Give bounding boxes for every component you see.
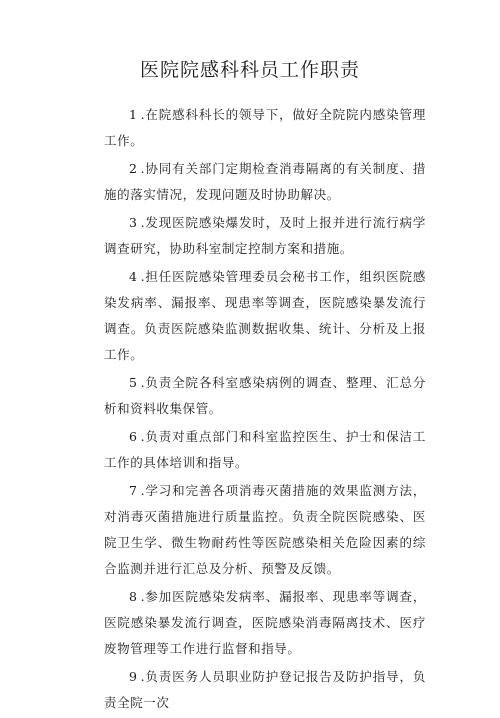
item-number: 8 (129, 589, 138, 604)
duty-item-7 (104, 478, 426, 582)
duty-item-4 (104, 264, 426, 368)
item-number: 7 (129, 483, 138, 498)
duty-item-2 (104, 156, 426, 208)
item-number: 1 (129, 107, 138, 122)
duty-item-8 (104, 584, 426, 662)
item-number: 4 (129, 269, 138, 284)
duty-item-1 (104, 102, 426, 154)
item-text: .发现医院感染爆发时，及时上报并进行流行病学调查研究，协助科室制定控制方案和措施。 (104, 215, 426, 256)
item-text: .协同有关部门定期检查消毒隔离的有关制度、措施的落实情况，发现问题及时协助解决。 (104, 161, 426, 202)
duty-list (104, 102, 426, 718)
item-number: 9 (129, 669, 138, 684)
item-text: .负责全院各科室感染病例的调查、整理、汇总分析和资料收集保管。 (104, 375, 426, 416)
item-text: .负责医务人员职业防护登记报告及防护指导，负责全院一次 (104, 669, 426, 710)
item-number: 3 (129, 215, 138, 230)
item-text: .担任医院感染管理委员会秘书工作，组织医院感染发病率、漏报率、现患率等调查，医院感染暴发流行调查。负责医院感染监测数据收集、统计、分析及上报工作。 (104, 269, 426, 362)
duty-item-9 (104, 664, 426, 716)
item-text: .参加医院感染发病率、漏报率、现患率等调查，医院感染暴发流行调查，医院感染消毒隔离技术、医疗废物管理等工作进行监督和指导。 (104, 589, 426, 656)
item-number: 5 (129, 375, 138, 390)
item-number: 6 (129, 429, 138, 444)
item-number: 2 (129, 161, 138, 176)
item-text: .在院感科科长的领导下，做好全院院内感染管理工作。 (104, 107, 426, 148)
duty-item-3 (104, 210, 426, 262)
duty-item-5 (104, 370, 426, 422)
item-text: .负责对重点部门和科室监控医生、护士和保洁工工作的具体培训和指导。 (104, 429, 426, 470)
item-text: .学习和完善各项消毒灭菌措施的效果监测方法，对消毒灭菌措施进行质量监控。负责全院医院感染、医院卫生学、微生物耐药性等医院感染相关危险因素的综合监测并进行汇总及分析、预警及反馈。 (104, 483, 426, 576)
document-title: 医院院感科科员工作职责 (139, 59, 360, 81)
duty-item-6 (104, 424, 426, 476)
